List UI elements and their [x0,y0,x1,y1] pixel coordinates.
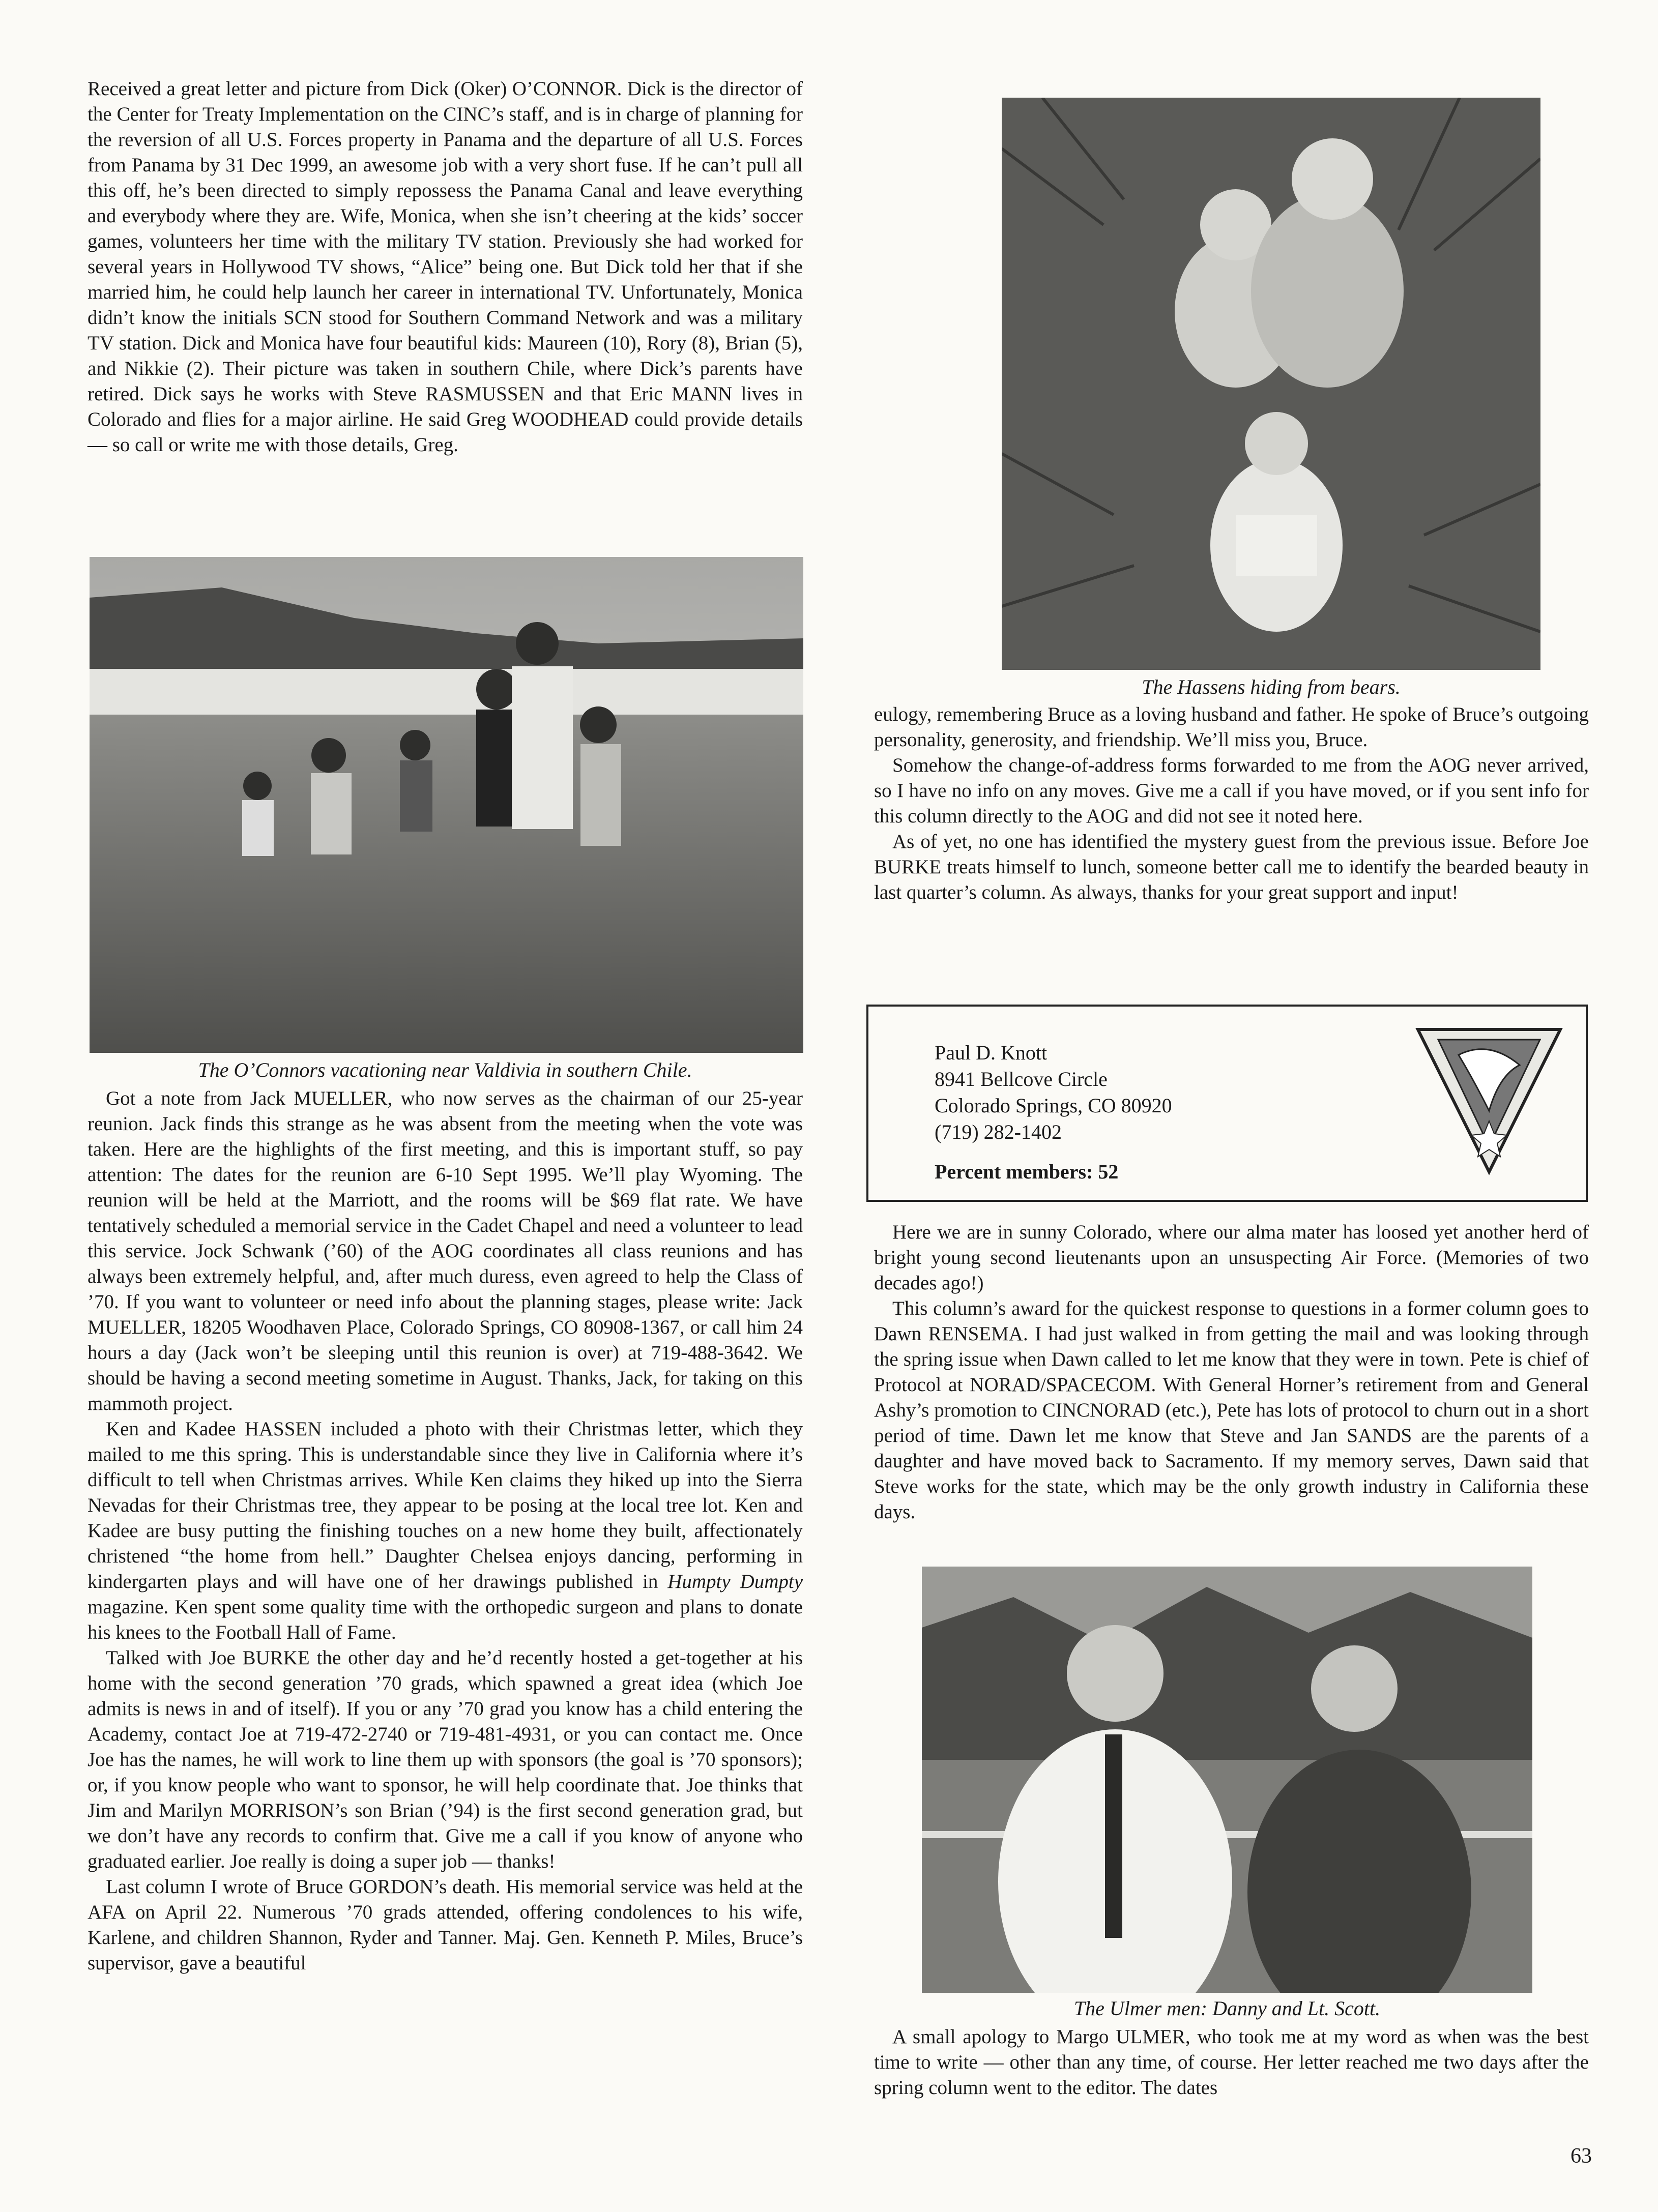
left-column-bottom [88,1086,803,1976]
rensema-paragraph: This column’s award for the quickest response to questions in a former column goes to Dawn RENSEMA. I had just walked in from getting the mail and was looking through the spring issue when Dawn called to let me know that they were in town. Pete is chief of Protocol at NORAD/SPACECOM. With General Horner’s retirement from and General Ashy’s promotion to CINCNORAD (etc.), Pete has lots of protocol to churn out in a short period of time. Dawn let me know that Steve and Jan SANDS are the parents of a daughter and have moved back to Sacramento. If my memory serves, Dawn said that Steve works for the state, which may be the only growth industry in California these days. [874,1297,1589,1523]
contact-address [935,1040,1172,1185]
reunion-paragraph: Got a note from Jack MUELLER, who now serves as the chairman of our 25-year reunion. Jack finds this strange as he was absent from the meeting when the vote was taken. Here are the highlights of the first meeting, and this is important stuff, so pay attention: The dates for the reunion are 6-10 Sept 1995. We’ll play Wyoming. The reunion will be held at the Marriott, and the rooms will be $69 flat rate. We have tentatively scheduled a memorial service in the Cadet Chapel and need a volunteer to lead this service. Jock Schwank (’60) of the AOG coordinates all class reunions and has always been extremely helpful, and, after much duress, even agreed to help the Class of ’70. If you want to volunteer or need info about the planning stages, please write: Jack MUELLER, 18205 Woodhaven Place, Colorado Springs, CO 80908-1367, or call him 24 hours a day (Jack won’t be sleeping until this reunion is over) at 719-488-3642. We should be having a second meeting sometime in August. Thanks, Jack, for taking on this mammoth project. [88,1087,803,1414]
page-number: 63 [1570,2144,1592,2168]
oconnor-caption: The O’Connors vacationing near Valdivia in southern Chile. [198,1058,692,1081]
class-contact-box [866,1005,1588,1202]
eulogy-paragraph: eulogy, remembering Bruce as a loving husband and father. He spoke of Bruce’s outgoing personality, generosity, and friendship. We’ll miss you, Bruce. [874,703,1589,751]
hassen-paragraph [88,1417,803,1645]
gordon-paragraph: Last column I wrote of Bruce GORDON’s death. His memorial service was held at the AFA on April 22. Numerous ’70 grads attended, offering condolences to his wife, Karlene, and children Shannon, Ryder and Tanner. Maj. Gen. Kenneth P. Miles, Bruce’s supervisor, gave a beautiful [88,1876,803,1974]
right-column-bottom [874,2024,1589,2101]
contact-street: 8941 Bellcove Circle [935,1068,1108,1090]
ulmer-men-photo [922,1567,1532,1993]
mystery-guest-paragraph: As of yet, no one has identified the mystery guest from the previous issue. Before Joe BURKE treats himself to lunch, someone better call me to identify the bearded beauty in last quarter’s column. As always, thanks for your great support and input! [874,831,1589,903]
contact-name: Paul D. Knott [935,1041,1048,1064]
right-column-middle [874,1220,1589,1525]
oconnor-family-photo [90,557,803,1053]
ulmer-apology-paragraph: A small apology to Margo ULMER, who took me at my word as when was the best time to write — other than any time, of course. Her letter reached me two days after the spring column went to the editor. The dates [874,2026,1589,2099]
hassen-text-a: Ken and Kadee HASSEN included a photo with their Christmas letter, which they mailed to me this spring. This is understandable since they live in California where it’s difficult to tell when Christmas arrives. While Ken claims they hiked up into the Sierra Nevadas for their Christmas tree, they appear to be posing at the local tree lot. Ken and Kadee are busy putting the finishing touches on a new home they built, affectionately christened “the home from hell.” Daughter Chelsea enjoys dancing, performing in kindergarten plays and will have one of her drawings published in [88,1418,803,1592]
percent-members: Percent members: 52 [935,1160,1119,1183]
oconnor-paragraph: Received a great letter and picture from Dick (Oker) O’CONNOR. Dick is the director of the Center for Treaty Implementation on the CINC’s staff, and is in charge of planning for the reversion of all U.S. Forces property in Panama and the departure of all U.S. Forces from Panama by 31 Dec 1999, an awesome job with a very short fuse. If he can’t pull all this off, he’s been directed to simply repossess the Panama Canal and leave everything and everybody where they are. Wife, Monica, when she isn’t cheering at the kids’ soccer games, volunteers her time with the military TV station. Previously she had worked for several years in Hollywood TV shows, “Alice” being one. But Dick told her that if she married him, he could help launch her career in international TV. Unfortunately, Monica didn’t know the initials SCN stood for Southern Command Network and was a military TV station. Dick and Monica have four beautiful kids: Maureen (10), Rory (8), Brian (5), and Nikkie (2). Their picture was taken in southern Chile, where Dick’s parents have retired. Dick says he works with Steve RASMUSSEN and that Eric MANN lives in Colorado and flies for a major airline. He said Greg WOODHEAD could provide details — so call or write me with those details, Greg. [88,78,803,456]
right-column-top [874,702,1589,905]
burke-paragraph: Talked with Joe BURKE the other day and he’d recently hosted a get-together at his home with the second generation ’70 grads, which spawned a great idea (which Joe admits is news in and of itself). If you or any ’70 grad you know has a child entering the Academy, contact Joe at 719-472-2740 or 719-481-4931, or you can contact me. Once Joe has the names, he will work to line them up with sponsors (the goal is ’70 sponsors); or, if you know people who want to sponsor, he will help coordinate that. Joe thinks that Jim and Marilyn MORRISON’s son Brian (’94) is the first second generation grad, but we don’t have any records to confirm that. Give me a call if you know of anyone who graduated earlier. Joe really is doing a super job — thanks! [88,1647,803,1872]
ulmer-caption: The Ulmer men: Danny and Lt. Scott. [1073,1997,1381,2020]
address-forms-paragraph: Somehow the change-of-address forms forwarded to me from the AOG never arrived, so I have no info on any moves. Give me a call if you have moved, or if you sent info for this column directly to the AOG and did not see it noted here. [874,754,1589,827]
left-column-top [88,76,803,458]
humpty-dumpty-title: Humpty Dumpty [667,1571,803,1592]
contact-city: Colorado Springs, CO 80920 [935,1094,1172,1117]
hassen-caption: The Hassens hiding from bears. [1142,675,1401,698]
hassen-family-photo [1002,98,1540,670]
contact-phone: (719) 282-1402 [935,1120,1062,1143]
hassen-text-b: magazine. Ken spent some quality time with the orthopedic surgeon and plans to donate his knees to the Football Hall of Fame. [88,1596,803,1643]
sunny-colorado-paragraph: Here we are in sunny Colorado, where our alma mater has loosed yet another herd of bright young second lieutenants upon an unsuspecting Air Force. (Memories of two decades ago!) [874,1221,1589,1294]
class-crest-icon [1413,1019,1565,1182]
